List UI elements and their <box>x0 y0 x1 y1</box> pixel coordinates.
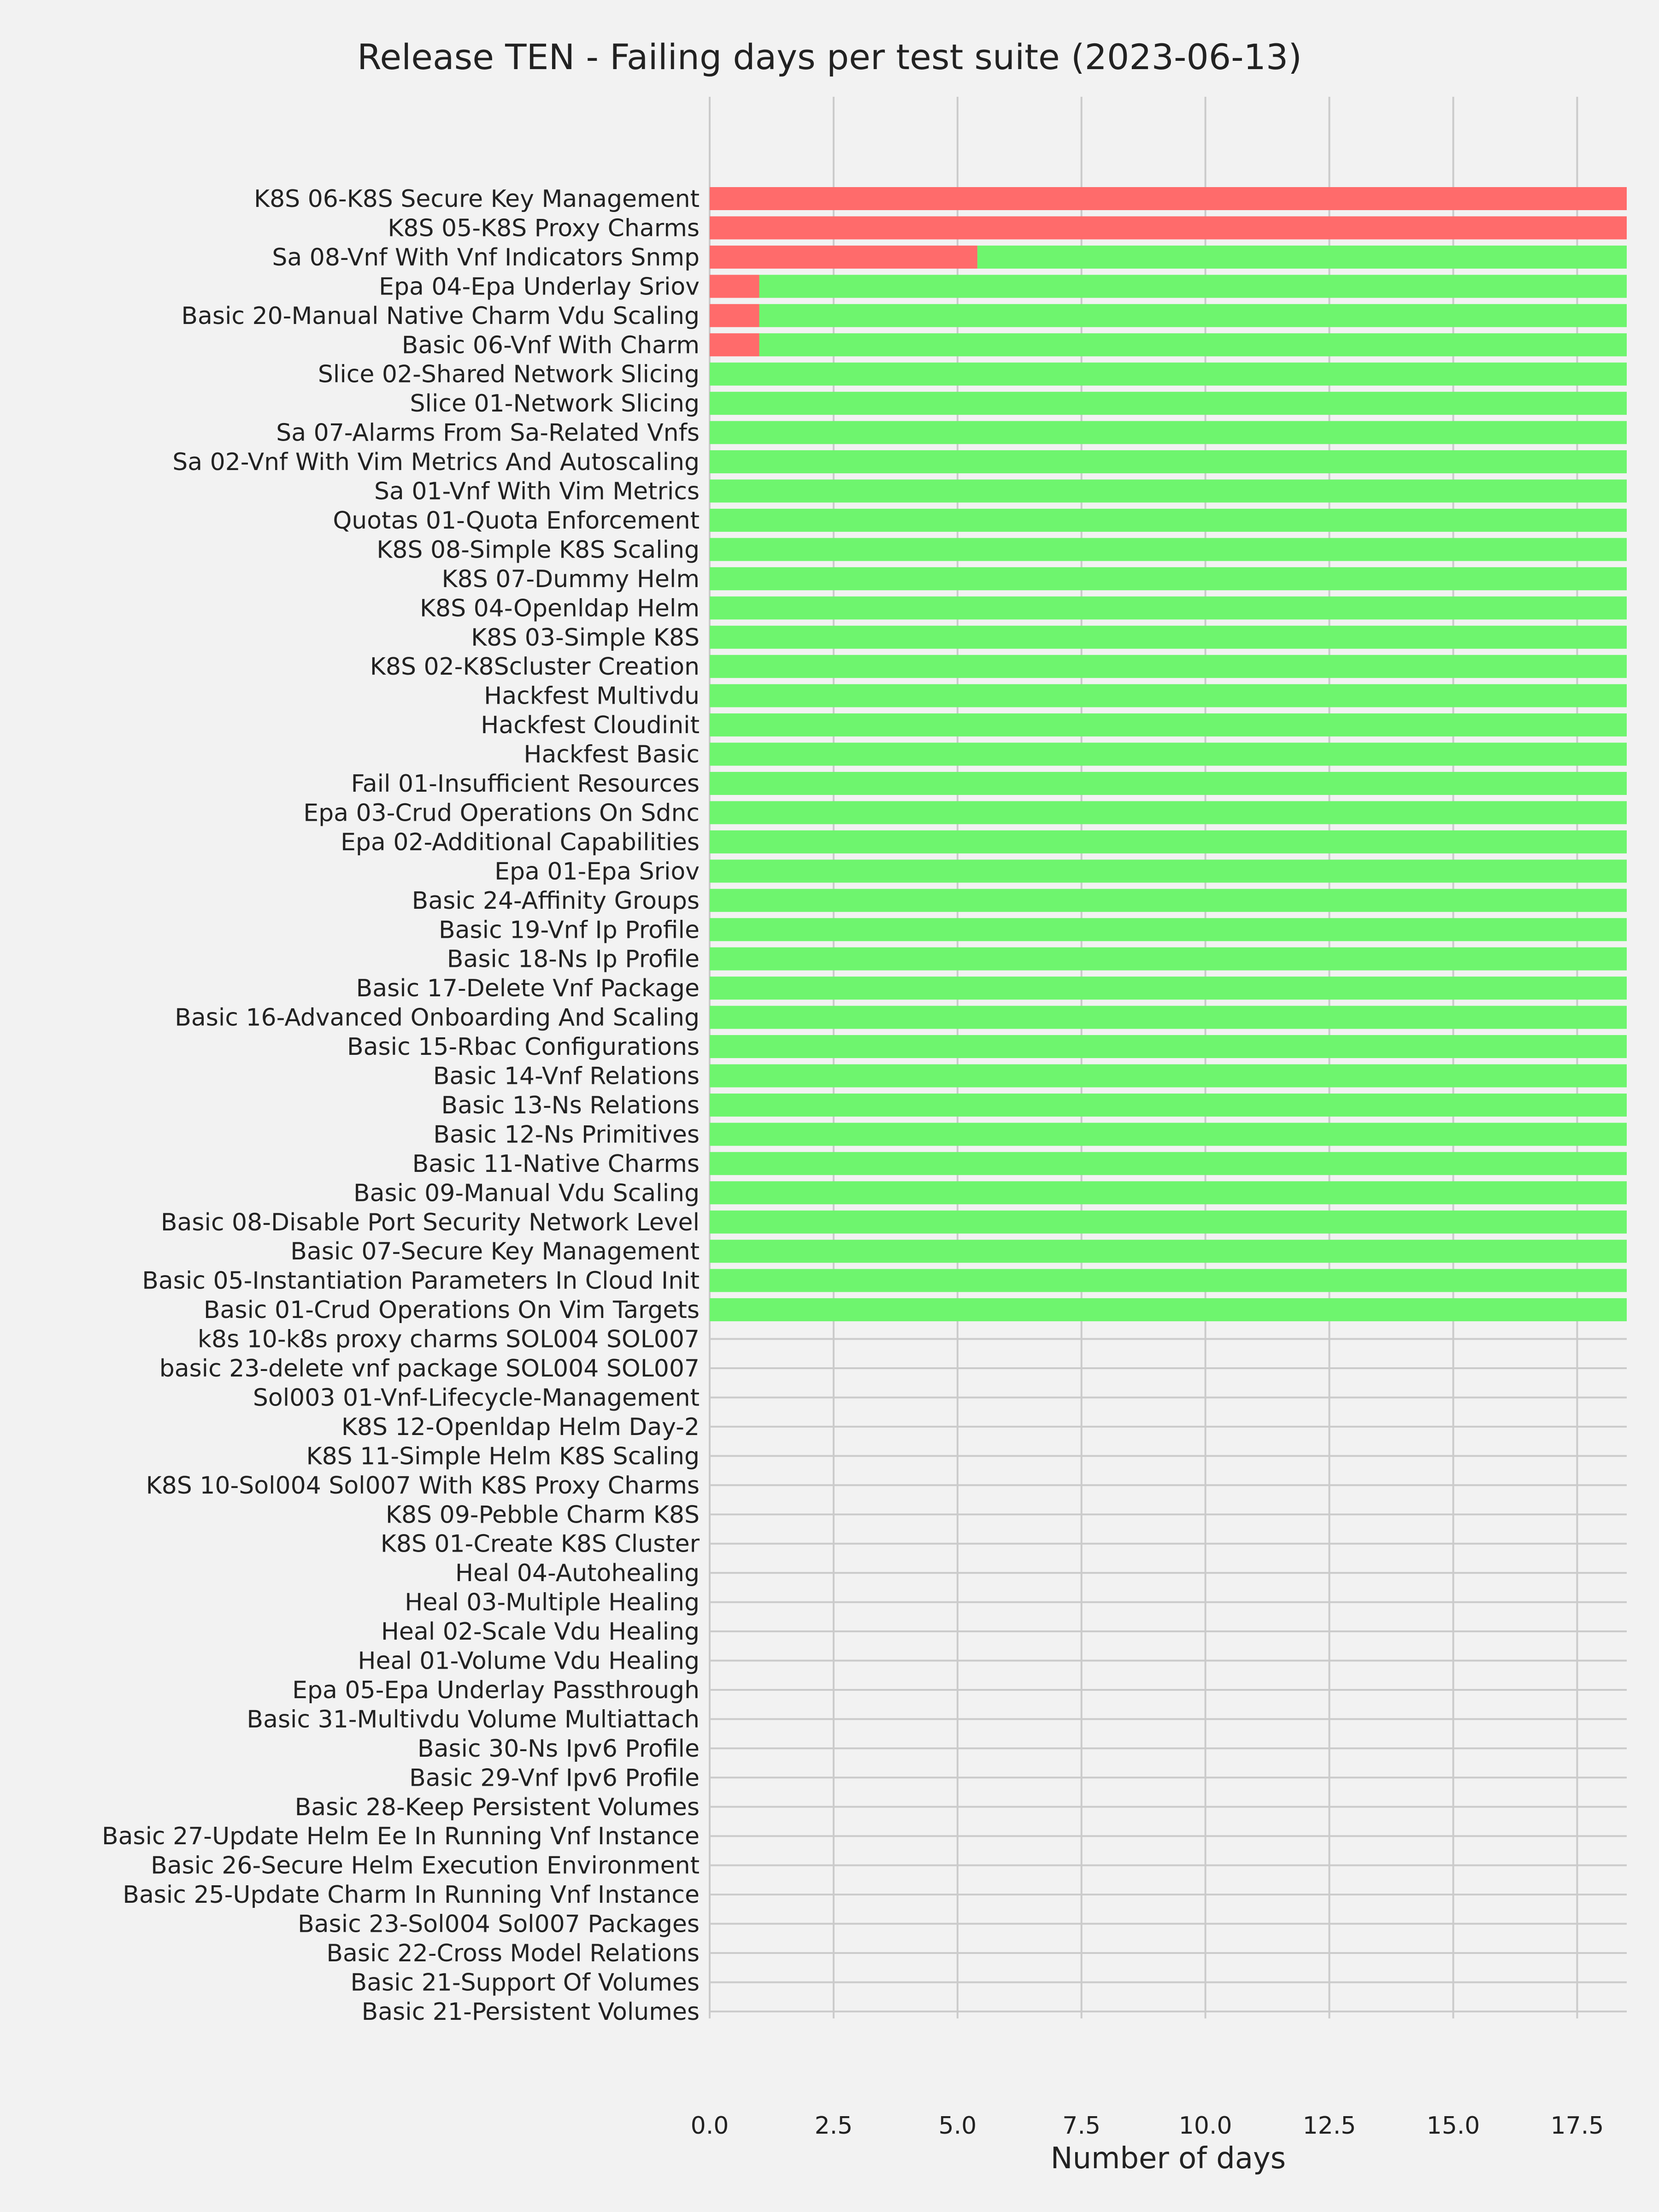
x-tick-label: 2.5 <box>814 2112 853 2140</box>
bar-passing-days <box>759 275 1627 298</box>
category-label: Slice 02-Shared Network Slicing <box>318 360 700 388</box>
bar-failing-days <box>710 246 977 269</box>
category-label: Hackfest Multivdu <box>484 682 700 710</box>
bar-passing-days <box>710 1123 1627 1146</box>
category-label: Basic 20-Manual Native Charm Vdu Scaling <box>181 302 700 330</box>
bar-passing-days <box>710 421 1627 444</box>
category-label: Basic 05-Instantiation Parameters In Cloud Init <box>142 1267 700 1295</box>
bar-passing-days <box>710 1240 1627 1263</box>
category-label: Epa 03-Crud Operations On Sdnc <box>303 799 700 827</box>
category-label: K8S 09-Pebble Charm K8S <box>385 1501 700 1529</box>
category-label: Sa 07-Alarms From Sa-Related Vnfs <box>276 419 700 447</box>
bar-passing-days <box>710 450 1627 473</box>
bar-passing-days <box>710 1211 1627 1234</box>
bar-failing-days <box>710 304 759 327</box>
chart-title: Release TEN - Failing days per test suite (2023-06-13) <box>357 36 1302 77</box>
category-label: Basic 13-Ns Relations <box>441 1091 700 1119</box>
bar-passing-days <box>710 1269 1627 1292</box>
category-label: Basic 01-Crud Operations On Vim Targets <box>203 1296 700 1324</box>
bar-passing-days <box>710 713 1627 736</box>
bar-passing-days <box>710 1094 1627 1117</box>
category-label: Basic 28-Keep Persistent Volumes <box>294 1793 700 1821</box>
x-tick-label: 17.5 <box>1550 2112 1604 2140</box>
category-label: Hackfest Cloudinit <box>481 712 700 740</box>
category-label: Fail 01-Insufficient Resources <box>351 770 700 798</box>
bar-passing-days <box>759 304 1627 327</box>
category-label: Basic 29-Vnf Ipv6 Profile <box>409 1764 700 1792</box>
category-label: Basic 27-Update Helm Ee In Running Vnf Instance <box>101 1823 700 1851</box>
category-label: Quotas 01-Quota Enforcement <box>333 506 700 535</box>
x-tick-label: 12.5 <box>1302 2112 1356 2140</box>
category-label: Epa 01-Epa Sriov <box>494 858 700 886</box>
category-label: K8S 03-Simple K8S <box>471 624 700 652</box>
bar-passing-days <box>710 538 1627 561</box>
category-label: Heal 01-Volume Vdu Healing <box>358 1647 700 1675</box>
category-label: Epa 05-Epa Underlay Passthrough <box>292 1676 700 1704</box>
category-label: Epa 02-Additional Capabilities <box>341 828 700 856</box>
bar-failing-days <box>710 216 1627 239</box>
category-label: Basic 23-Sol004 Sol007 Packages <box>298 1910 700 1938</box>
category-label: Heal 04-Autohealing <box>455 1559 700 1588</box>
bar-passing-days <box>710 567 1627 590</box>
category-label: K8S 08-Simple K8S Scaling <box>377 536 700 564</box>
bar-failing-days <box>710 333 759 356</box>
category-label: Basic 11-Native Charms <box>412 1150 700 1178</box>
category-label: Basic 15-Rbac Configurations <box>347 1033 700 1061</box>
category-label: Basic 07-Secure Key Management <box>290 1238 700 1266</box>
x-tick-label: 0.0 <box>690 2112 729 2140</box>
bar-passing-days <box>710 1006 1627 1029</box>
category-label: K8S 01-Create K8S Cluster <box>380 1530 700 1558</box>
category-label: Basic 14-Vnf Relations <box>433 1062 700 1090</box>
category-label: basic 23-delete vnf package SOL004 SOL007 <box>159 1355 700 1382</box>
x-tick-label: 5.0 <box>938 2112 977 2140</box>
bar-passing-days <box>710 392 1627 415</box>
bar-passing-days <box>710 772 1627 795</box>
category-label: Basic 18-Ns Ip Profile <box>447 945 700 973</box>
category-label: Basic 25-Update Charm In Running Vnf Instance <box>123 1881 700 1909</box>
category-label: K8S 02-K8Scluster Creation <box>370 653 700 681</box>
category-label: K8S 06-K8S Secure Key Management <box>253 185 700 213</box>
bar-passing-days <box>710 977 1627 1000</box>
category-label: Basic 26-Secure Helm Execution Environment <box>151 1852 700 1880</box>
category-label: K8S 10-Sol004 Sol007 With K8S Proxy Charms <box>146 1471 700 1500</box>
category-label: Basic 06-Vnf With Charm <box>401 331 700 359</box>
category-label: k8s 10-k8s proxy charms SOL004 SOL007 <box>197 1325 700 1353</box>
category-label: K8S 12-Openldap Helm Day-2 <box>341 1413 700 1441</box>
category-label: K8S 05-K8S Proxy Charms <box>388 214 700 242</box>
category-label: Basic 09-Manual Vdu Scaling <box>353 1179 700 1207</box>
bar-passing-days <box>710 1152 1627 1175</box>
category-label: Sol003 01-Vnf-Lifecycle-Management <box>253 1384 700 1412</box>
category-label: K8S 04-Openldap Helm <box>419 594 700 623</box>
bar-failing-days <box>710 275 759 298</box>
bar-passing-days <box>977 246 1627 269</box>
bar-passing-days <box>710 363 1627 386</box>
x-tick-label: 10.0 <box>1178 2112 1232 2140</box>
bar-passing-days <box>710 889 1627 912</box>
category-label: Basic 30-Ns Ipv6 Profile <box>417 1735 700 1763</box>
bar-passing-days <box>710 801 1627 824</box>
x-axis-label: Number of days <box>1050 2141 1286 2176</box>
bar-passing-days <box>710 947 1627 971</box>
category-label: Basic 31-Multivdu Volume Multiattach <box>247 1706 700 1734</box>
bar-passing-days <box>710 1298 1627 1321</box>
x-tick-label: 7.5 <box>1062 2112 1101 2140</box>
bar-passing-days <box>710 1181 1627 1204</box>
category-label: Basic 21-Support Of Volumes <box>350 1969 700 1997</box>
category-label: Basic 12-Ns Primitives <box>433 1121 700 1149</box>
category-label: Slice 01-Network Slicing <box>410 390 700 418</box>
bar-passing-days <box>710 509 1627 532</box>
category-label: Basic 24-Affinity Groups <box>412 887 700 915</box>
bar-failing-days <box>710 187 1627 210</box>
category-label: Heal 02-Scale Vdu Healing <box>381 1618 700 1646</box>
bar-passing-days <box>710 1035 1627 1058</box>
category-label: Basic 17-Delete Vnf Package <box>356 975 700 1003</box>
bar-passing-days <box>710 480 1627 503</box>
bar-passing-days <box>710 1065 1627 1088</box>
bar-passing-days <box>710 859 1627 882</box>
category-label: K8S 11-Simple Helm K8S Scaling <box>306 1442 700 1471</box>
category-label: Sa 02-Vnf With Vim Metrics And Autoscaling <box>172 448 700 477</box>
bar-passing-days <box>710 830 1627 853</box>
category-label: Hackfest Basic <box>524 741 700 769</box>
category-label: Epa 04-Epa Underlay Sriov <box>379 273 700 301</box>
category-label: Heal 03-Multiple Healing <box>405 1588 700 1617</box>
bar-passing-days <box>710 918 1627 941</box>
category-label: Basic 19-Vnf Ip Profile <box>438 916 700 944</box>
category-label: K8S 07-Dummy Helm <box>441 565 700 593</box>
category-label: Sa 01-Vnf With Vim Metrics <box>374 477 700 506</box>
bar-passing-days <box>710 743 1627 766</box>
category-label: Basic 16-Advanced Onboarding And Scaling <box>175 1004 700 1032</box>
category-label: Sa 08-Vnf With Vnf Indicators Snmp <box>272 243 700 271</box>
bar-passing-days <box>710 684 1627 707</box>
category-label: Basic 22-Cross Model Relations <box>326 1940 700 1967</box>
bar-passing-days <box>710 596 1627 619</box>
category-label: Basic 08-Disable Port Security Network Level <box>160 1208 700 1236</box>
x-tick-label: 15.0 <box>1426 2112 1480 2140</box>
bar-passing-days <box>710 626 1627 649</box>
bar-passing-days <box>710 655 1627 678</box>
category-label: Basic 21-Persistent Volumes <box>361 1998 700 2026</box>
bar-passing-days <box>759 333 1627 356</box>
